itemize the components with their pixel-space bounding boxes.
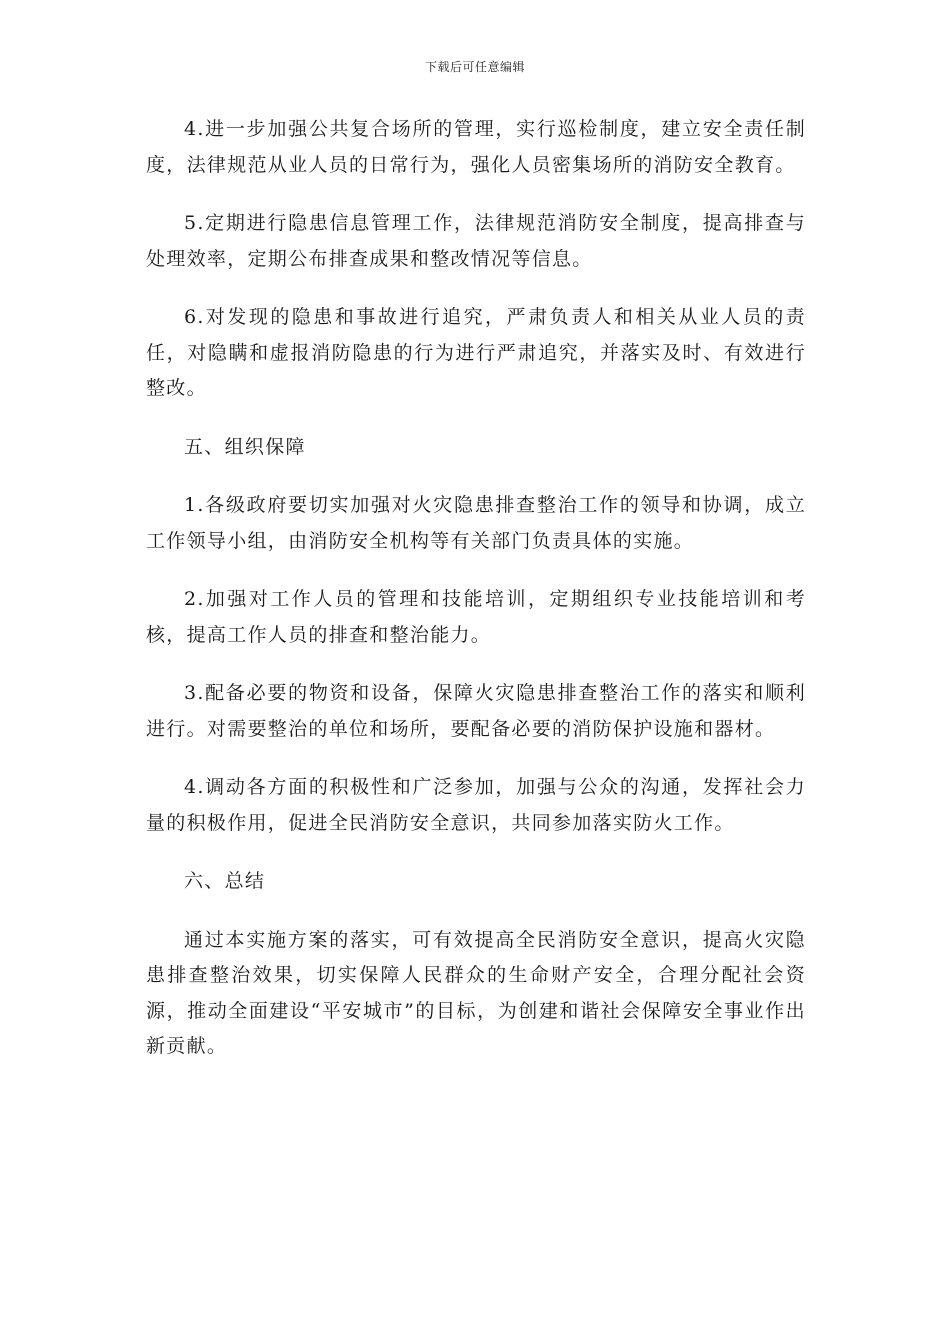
paragraph-item-4-participation: 4.调动各方面的积极性和广泛参加，加强与公众的沟通，发挥社会力量的积极作用，促进全民消防安全意识，共同参加落实防火工作。 [146,776,806,834]
paragraph-item-4-management: 4.进一步加强公共复合场所的管理，实行巡检制度，建立安全责任制度，法律规范从业人员的日常行为，强化人员密集场所的消防安全教育。 [146,118,806,176]
paragraph-item-2-training: 2.加强对工作人员的管理和技能培训，定期组织专业技能培训和考核，提高工作人员的排查和整治能力。 [146,588,806,646]
paragraph-item-1-leadership: 1.各级政府要切实加强对火灾隐患排查整治工作的领导和协调，成立工作领导小组，由消防安全机构等有关部门负责具体的实施。 [146,494,806,552]
paragraph-item-5-info-management: 5.定期进行隐患信息管理工作，法律规范消防安全制度，提高排查与处理效率，定期公布排查成果和整改情况等信息。 [146,212,806,270]
paragraph-item-3-equipment: 3.配备必要的物资和设备，保障火灾隐患排查整治工作的落实和顺利进行。对需要整治的单位和场所，要配备必要的消防保护设施和器材。 [146,682,806,740]
paragraph-summary: 通过本实施方案的落实，可有效提高全民消防安全意识，提高火灾隐患排查整治效果，切实保障人民群众的生命财产安全，合理分配社会资源，推动全面建设“平安城市”的目标，为创建和谐社会保障安全事业作出新贡献。 [146,928,806,1057]
section-heading-summary: 六、总结 [184,870,266,892]
document-body [146,112,806,1088]
paragraph-item-6-accountability: 6.对发现的隐患和事故进行追究，严肃负责人和相关从业人员的责任，对隐瞒和虚报消防隐患的行为进行严肃追究，并落实及时、有效进行整改。 [146,306,806,399]
section-heading-organization: 五、组织保障 [184,435,306,458]
page-header: 下载后可任意编辑 [424,60,525,74]
